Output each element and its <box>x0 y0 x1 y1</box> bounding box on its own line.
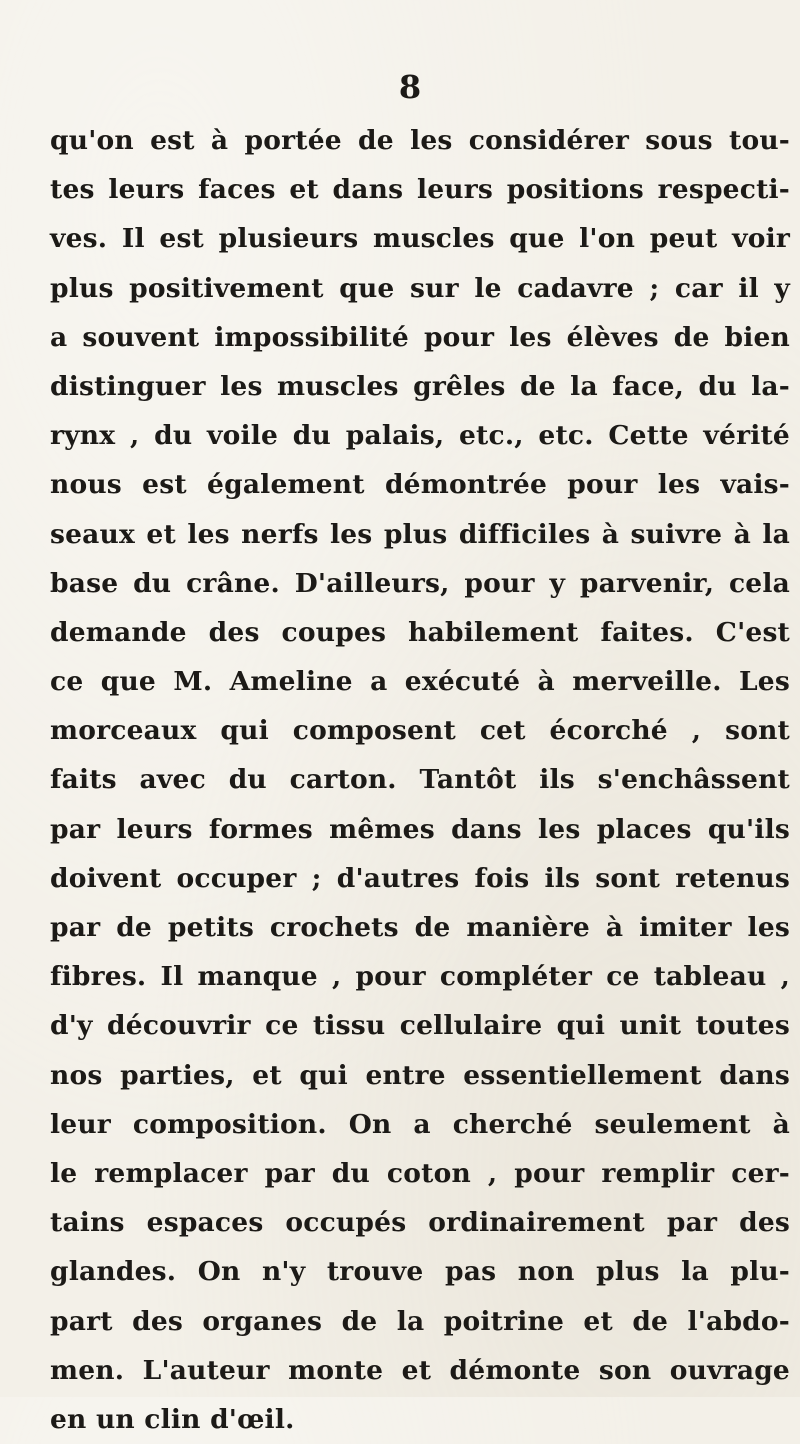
text-line: en un clin d'œil. <box>50 1403 295 1435</box>
body-text <box>50 116 790 1444</box>
text-line: tes leurs faces et dans leurs positions respecti- <box>50 174 790 206</box>
text-line: nos parties, et qui entre essentiellement dans <box>50 1059 790 1091</box>
text-line: faits avec du carton. Tantôt ils s'enchâssent <box>50 764 790 796</box>
text-line: par leurs formes mêmes dans les places qu'ils <box>50 813 790 845</box>
text-line: glandes. On n'y trouve pas non plus la plu- <box>50 1256 790 1288</box>
text-line: base du crâne. D'ailleurs, pour y parvenir, cela <box>50 567 790 599</box>
text-line: seaux et les nerfs les plus difficiles à suivre à la <box>50 518 790 550</box>
text-line: part des organes de la poitrine et de l'abdo- <box>50 1305 790 1337</box>
text-line: leur composition. On a cherché seulement à <box>50 1108 790 1140</box>
text-line: doivent occuper ; d'autres fois ils sont retenus <box>50 862 790 894</box>
text-line: tains espaces occupés ordinairement par des <box>50 1207 790 1239</box>
text-line: morceaux qui composent cet écorché , sont <box>50 715 790 747</box>
text-line: plus positivement que sur le cadavre ; car il y <box>50 272 790 304</box>
text-line: d'y découvrir ce tissu cellulaire qui unit toutes <box>50 1010 790 1042</box>
text-line: fibres. Il manque , pour compléter ce tableau , <box>50 961 790 993</box>
text-line: nous est également démontrée pour les vais- <box>50 469 790 501</box>
page-number: 8 <box>398 68 422 106</box>
text-line: rynx , du voile du palais, etc., etc. Cette vérité <box>50 420 790 452</box>
text-line: men. L'auteur monte et démonte son ouvrage <box>50 1354 790 1386</box>
text-line: distinguer les muscles grêles de la face, du la- <box>50 370 790 402</box>
text-line: ce que M. Ameline a exécuté à merveille. Les <box>50 666 790 698</box>
text-line: a souvent impossibilité pour les élèves de bien <box>50 321 790 353</box>
text-line: ves. Il est plusieurs muscles que l'on peut voir <box>50 223 790 255</box>
text-line: le remplacer par du coton , pour remplir cer- <box>50 1157 790 1189</box>
text-line: par de petits crochets de manière à imiter les <box>50 912 790 943</box>
text-line: demande des coupes habilement faites. C'est <box>50 616 790 648</box>
text-line: qu'on est à portée de les considérer sous tou- <box>50 125 790 156</box>
